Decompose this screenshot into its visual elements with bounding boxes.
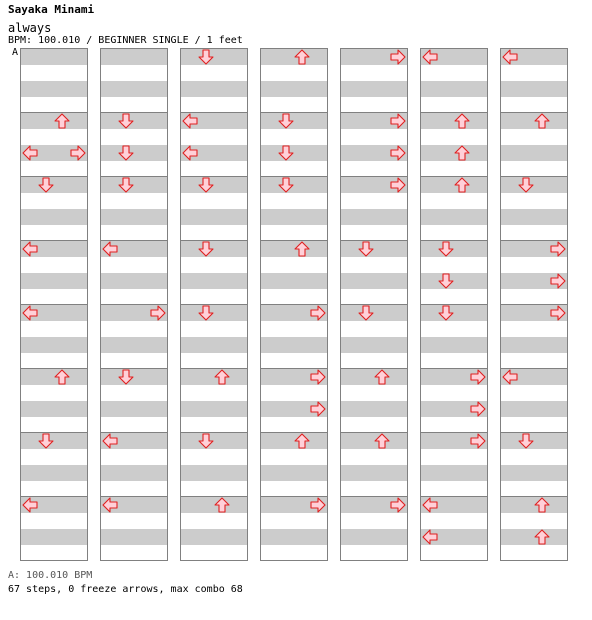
beat-band <box>341 465 407 481</box>
beat-band <box>501 177 567 193</box>
beat-band <box>101 273 167 289</box>
beat-band <box>341 241 407 257</box>
beat-band <box>21 49 87 65</box>
bpm-marker: A <box>12 47 19 58</box>
beat-band <box>421 241 487 257</box>
arrow-down-icon <box>278 145 294 161</box>
beat-band <box>101 465 167 481</box>
beat-band <box>21 177 87 193</box>
chart-column-3 <box>180 48 248 561</box>
chart-column-2 <box>100 48 168 561</box>
arrow-down-icon <box>118 177 134 193</box>
arrow-down-icon <box>278 177 294 193</box>
beat-band <box>501 433 567 449</box>
measure-line <box>421 304 487 305</box>
beat-band <box>21 529 87 545</box>
beat-band <box>341 529 407 545</box>
beat-band <box>341 401 407 417</box>
beat-band <box>341 81 407 97</box>
beat-band <box>21 465 87 481</box>
beat-band <box>261 529 327 545</box>
arrow-up-icon <box>294 433 310 449</box>
measure-line <box>101 176 167 177</box>
beat-band <box>261 177 327 193</box>
chart-column-4 <box>260 48 328 561</box>
beat-band <box>501 145 567 161</box>
arrow-left-icon <box>502 49 518 65</box>
arrow-down-icon <box>38 433 54 449</box>
arrow-left-icon <box>102 241 118 257</box>
arrow-down-icon <box>278 113 294 129</box>
beat-band <box>261 81 327 97</box>
beat-band <box>101 401 167 417</box>
beat-band <box>181 273 247 289</box>
arrow-left-icon <box>22 241 38 257</box>
measure-line <box>261 112 327 113</box>
beat-band <box>341 337 407 353</box>
beat-band <box>101 113 167 129</box>
arrow-up-icon <box>214 369 230 385</box>
beat-band <box>181 465 247 481</box>
beat-band <box>101 49 167 65</box>
arrow-right-icon <box>390 49 406 65</box>
beat-band <box>21 401 87 417</box>
arrow-right-icon <box>390 497 406 513</box>
measure-line <box>21 432 87 433</box>
arrow-down-icon <box>118 145 134 161</box>
beat-band <box>501 81 567 97</box>
measure-line <box>341 304 407 305</box>
arrow-down-icon <box>438 241 454 257</box>
song-title: always <box>8 21 52 35</box>
beat-band <box>261 465 327 481</box>
beat-band <box>21 209 87 225</box>
arrow-up-icon <box>294 241 310 257</box>
beat-band <box>21 337 87 353</box>
step-summary: 67 steps, 0 freeze arrows, max combo 68 <box>8 584 243 595</box>
arrow-down-icon <box>118 113 134 129</box>
arrow-down-icon <box>198 305 214 321</box>
arrow-right-icon <box>390 145 406 161</box>
arrow-up-icon <box>534 113 550 129</box>
beat-band <box>261 273 327 289</box>
arrow-up-icon <box>374 433 390 449</box>
arrow-left-icon <box>422 49 438 65</box>
arrow-up-icon <box>534 529 550 545</box>
measure-line <box>501 176 567 177</box>
arrow-down-icon <box>358 305 374 321</box>
arrow-down-icon <box>198 433 214 449</box>
arrow-up-icon <box>294 49 310 65</box>
arrow-down-icon <box>438 273 454 289</box>
measure-line <box>101 368 167 369</box>
chart-column-1 <box>20 48 88 561</box>
beat-band <box>421 273 487 289</box>
artist-name: Sayaka Minami <box>8 3 95 16</box>
beat-band <box>181 401 247 417</box>
arrow-right-icon <box>470 369 486 385</box>
arrow-right-icon <box>310 497 326 513</box>
beat-band <box>181 337 247 353</box>
arrow-down-icon <box>518 177 534 193</box>
arrow-down-icon <box>198 177 214 193</box>
beat-band <box>181 433 247 449</box>
beat-band <box>101 369 167 385</box>
arrow-left-icon <box>182 145 198 161</box>
beat-band <box>101 337 167 353</box>
measure-line <box>501 432 567 433</box>
beat-band <box>421 209 487 225</box>
arrow-up-icon <box>374 369 390 385</box>
beat-band <box>421 81 487 97</box>
measure-line <box>181 176 247 177</box>
arrow-right-icon <box>470 433 486 449</box>
arrow-right-icon <box>550 305 566 321</box>
beat-band <box>341 209 407 225</box>
arrow-down-icon <box>198 241 214 257</box>
beat-band <box>501 209 567 225</box>
arrow-up-icon <box>214 497 230 513</box>
arrow-down-icon <box>358 241 374 257</box>
beat-band <box>181 177 247 193</box>
arrow-right-icon <box>550 241 566 257</box>
arrow-down-icon <box>38 177 54 193</box>
arrow-up-icon <box>54 369 70 385</box>
beat-band <box>501 401 567 417</box>
arrow-up-icon <box>534 497 550 513</box>
arrow-left-icon <box>102 433 118 449</box>
chart-column-5 <box>340 48 408 561</box>
beat-band <box>101 177 167 193</box>
arrow-right-icon <box>550 273 566 289</box>
arrow-right-icon <box>310 305 326 321</box>
arrow-right-icon <box>310 369 326 385</box>
arrow-left-icon <box>422 497 438 513</box>
measure-line <box>181 304 247 305</box>
beat-band <box>261 113 327 129</box>
arrow-left-icon <box>502 369 518 385</box>
arrow-down-icon <box>518 433 534 449</box>
beat-band <box>261 209 327 225</box>
beat-band <box>341 305 407 321</box>
beat-band <box>181 49 247 65</box>
chart-column-6 <box>420 48 488 561</box>
arrow-up-icon <box>454 177 470 193</box>
arrow-right-icon <box>390 113 406 129</box>
arrow-left-icon <box>22 497 38 513</box>
arrow-up-icon <box>454 113 470 129</box>
arrow-right-icon <box>310 401 326 417</box>
beat-band <box>101 209 167 225</box>
arrow-up-icon <box>54 113 70 129</box>
arrow-down-icon <box>198 49 214 65</box>
beat-band <box>501 337 567 353</box>
beat-band <box>181 241 247 257</box>
beat-band <box>421 465 487 481</box>
beat-band <box>101 529 167 545</box>
measure-line <box>341 240 407 241</box>
beat-band <box>421 305 487 321</box>
beat-band <box>101 145 167 161</box>
arrow-right-icon <box>390 177 406 193</box>
arrow-up-icon <box>454 145 470 161</box>
beat-band <box>261 145 327 161</box>
beat-band <box>181 305 247 321</box>
beat-band <box>501 465 567 481</box>
beat-band <box>21 81 87 97</box>
bpm-legend: A: 100.010 BPM <box>8 570 93 581</box>
arrow-right-icon <box>70 145 86 161</box>
arrow-right-icon <box>470 401 486 417</box>
arrow-left-icon <box>22 145 38 161</box>
measure-line <box>261 176 327 177</box>
arrow-left-icon <box>422 529 438 545</box>
arrow-down-icon <box>438 305 454 321</box>
beat-band <box>261 337 327 353</box>
beat-band <box>341 273 407 289</box>
arrow-left-icon <box>182 113 198 129</box>
measure-line <box>181 240 247 241</box>
beat-band <box>181 209 247 225</box>
measure-line <box>21 176 87 177</box>
beat-band <box>181 529 247 545</box>
chart-info: BPM: 100.010 / BEGINNER SINGLE / 1 feet <box>8 35 243 46</box>
beat-band <box>21 433 87 449</box>
arrow-left-icon <box>22 305 38 321</box>
beat-band <box>421 337 487 353</box>
measure-line <box>181 432 247 433</box>
beat-band <box>101 81 167 97</box>
beat-band <box>21 273 87 289</box>
arrow-left-icon <box>102 497 118 513</box>
arrow-right-icon <box>150 305 166 321</box>
arrow-down-icon <box>118 369 134 385</box>
measure-line <box>101 112 167 113</box>
measure-line <box>421 240 487 241</box>
beat-band <box>181 81 247 97</box>
chart-column-7 <box>500 48 568 561</box>
